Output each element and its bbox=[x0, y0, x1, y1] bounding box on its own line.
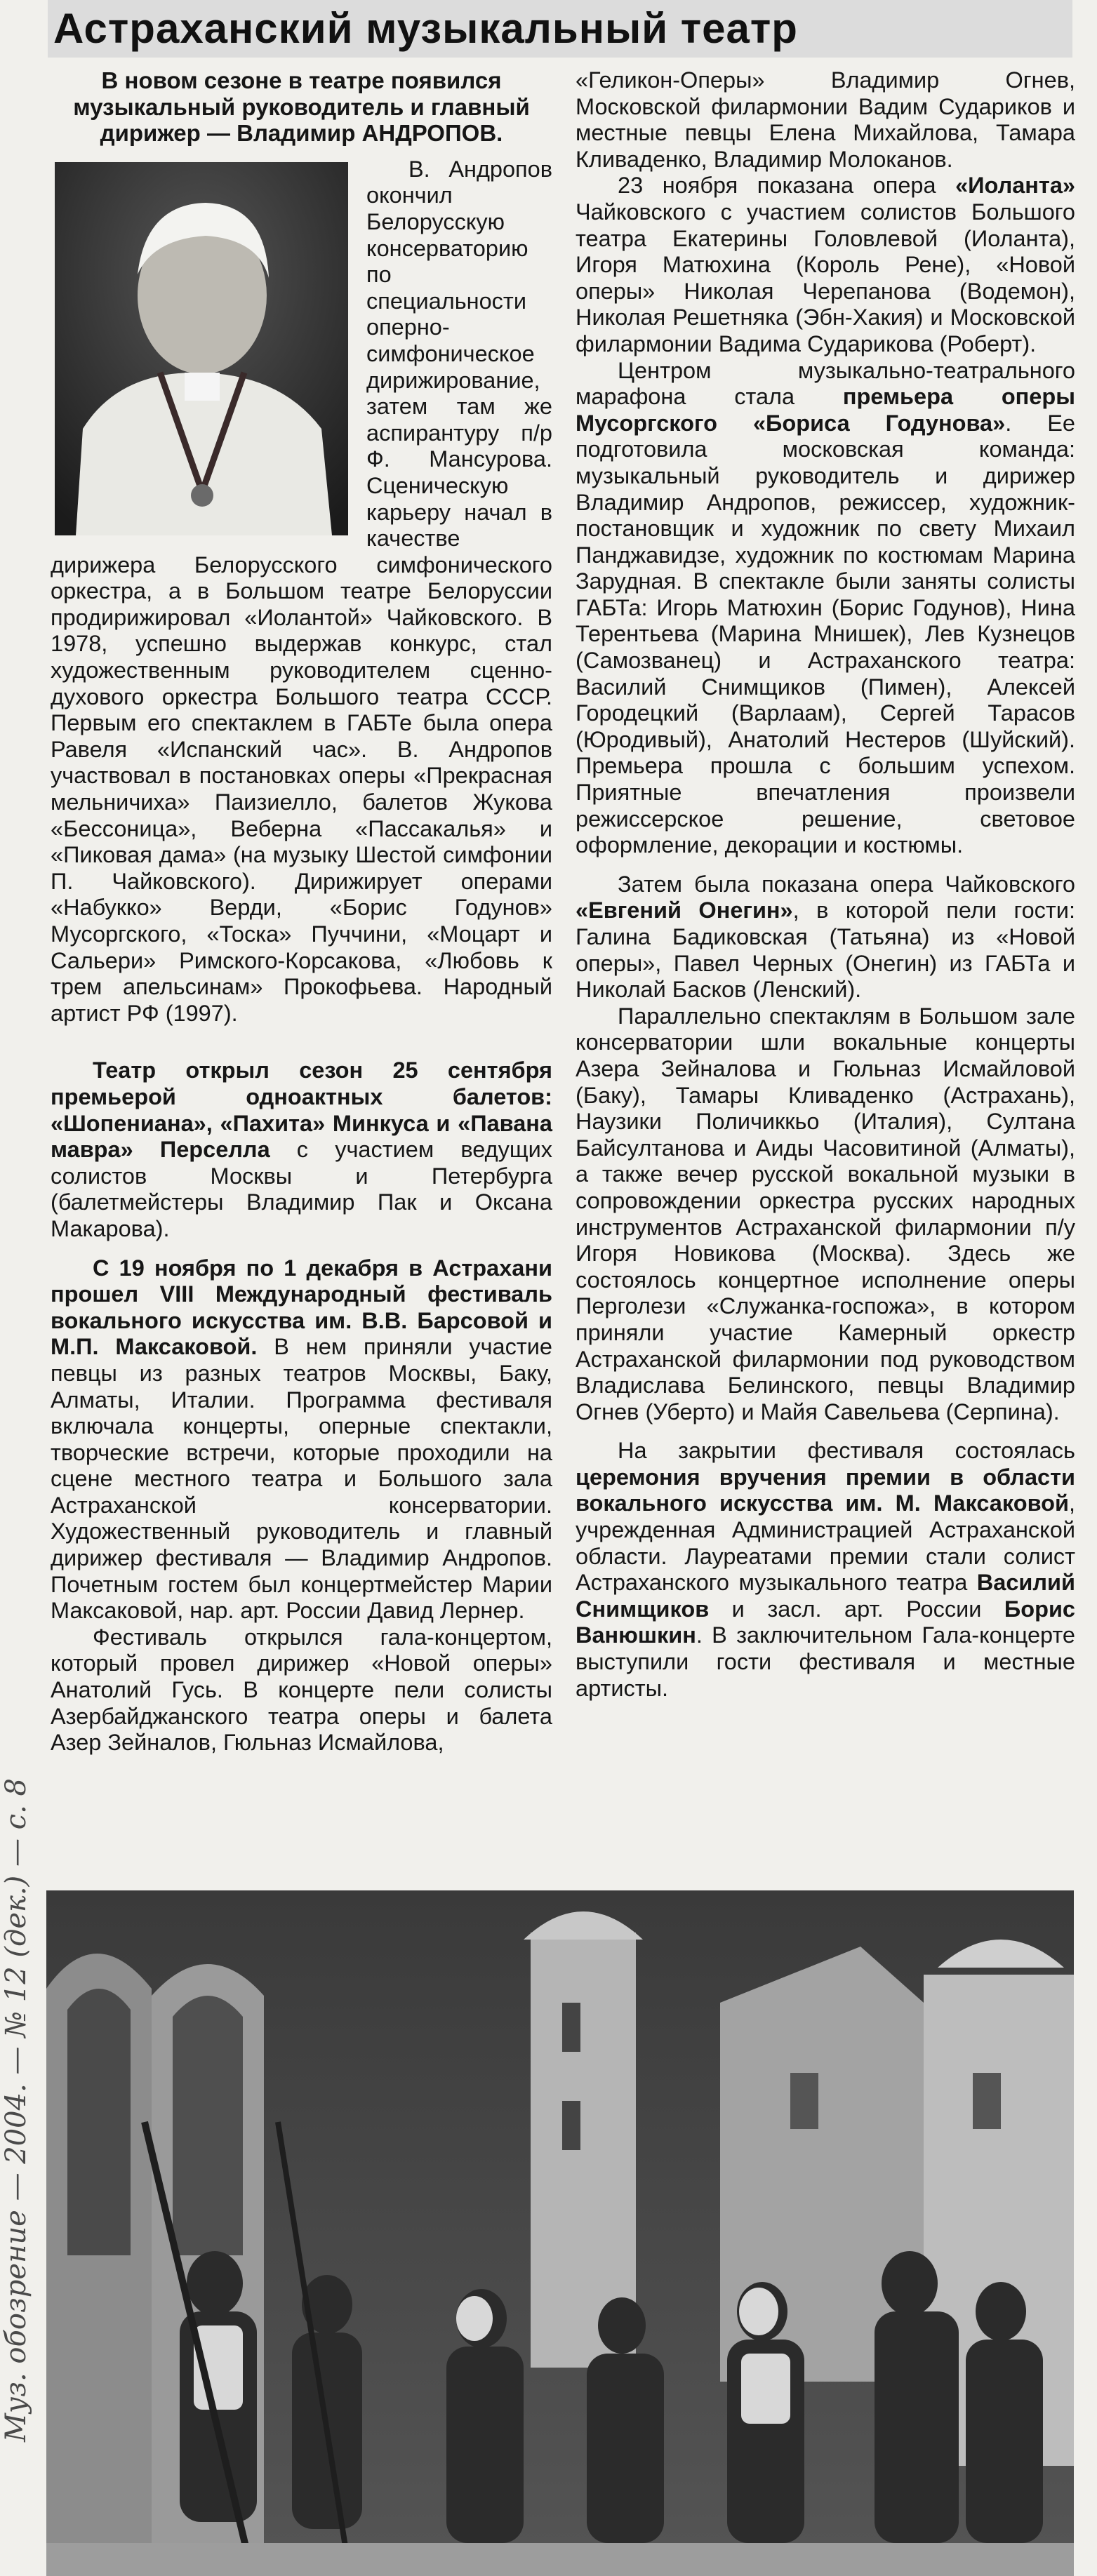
gala-paragraph: Фестиваль открылся гала-концертом, который провел дирижер «Новой оперы» Анатолий Гусь. В концерте пели солисты Азербайджанского театра оперы и балета Азер Зейналов, Гюльназ Исмайлова, bbox=[51, 1624, 552, 1756]
column-left bbox=[51, 67, 552, 1756]
festival-paragraph bbox=[51, 1255, 552, 1624]
closing-text-4: . В заключительном Гала-концерте выступили гости фестиваля и местные артисты. bbox=[576, 1622, 1075, 1701]
closing-paragraph bbox=[576, 1438, 1075, 1702]
handwritten-margin-note bbox=[0, 1530, 41, 2442]
margin-note-text: Муз. обозрение — 2004. — № 12 (дек.) — с. 8 bbox=[0, 1778, 32, 2442]
concerts-paragraph: Параллельно спектаклям в Большом зале консерватории шли вокальные концерты Азера Зейналова и Гюльназ Исмайловой (Баку), Тамары Кливаденко (Астрахань), Наузики Поличиккьо (Италия), Султана Байсултанова и Аиды Часовитиной (Алматы), а также вечер русской вокальной музыки в сопровождении оркестра русских народных инструментов Астраханской филармонии п/у Игоря Новикова (Москва). Здесь же состоялось концертное исполнение оперы Перголези «Служанка-госпожа», в котором приняли участие Камерный оркестр Астраханской филармонии под руководством Владислава Белинского, певцы Владимир Огнев (Уберто) и Майя Савельева (Серпина). bbox=[576, 1003, 1075, 1424]
continuation-paragraph: «Геликон-Оперы» Владимир Огнев, Московской филармонии Вадим Судариков и местные певцы Елена Михайлова, Тамара Кливаденко, Владимир Молоканов. bbox=[576, 67, 1075, 172]
iolanta-paragraph bbox=[576, 173, 1075, 357]
godunov-bold: премьера оперы Мусоргского «Бориса Годунова» bbox=[576, 384, 1075, 436]
onegin-text-2: , в которой пели гости: Галина Бадиковская (Татьяна) из «Новой оперы», Павел Черных (Онегин) из ГАБТа и Николай Басков (Ленский). bbox=[576, 897, 1075, 1003]
lead-paragraph: В новом сезоне в театре появился музыкальный руководитель и главный дирижер — Владимир АНДРОПОВ. bbox=[73, 67, 530, 147]
bio-paragraph: В. Андропов окончил Белорусскую консерваторию по специальности оперно-симфоническое дирижирование, затем там же аспирантуру п/р Ф. Мансурова. Сценическую карьеру начал в качестве дирижера Белорусского симфонического оркестра, а в Большом театре Белоруссии продирижировал «Иолантой» Чайковского. В 1978, успешно выдержав конкурс, стал художественным руководителем сценно-духового оркестра Большого театра СССР. Первым его спектаклем в ГАБТе была опера Равеля «Испанский час». В. Андропов участвовал в постановках оперы «Прекрасная мельничиха» Паизиелло, балетов Жукова «Бессоница», Веберна «Пассакалья» и «Пиковая дама» (на музыку Шестой симфонии П. Чайковского). Дирижирует операми «Набукко» Верди, «Борис Годунов» Мусоргского, «Тоска» Пуччини, «Моцарт и Сальери» Римского-Корсакова, «Любовь к трем апельсинам» Прокофьева. Народный артист РФ (1997). bbox=[51, 156, 552, 1026]
godunov-paragraph bbox=[576, 358, 1075, 859]
onegin-paragraph bbox=[576, 872, 1075, 1003]
season-paragraph bbox=[51, 1057, 552, 1242]
iolanta-bold: «Иоланта» bbox=[955, 173, 1075, 199]
closing-text-1: На закрытии фестиваля состоялась bbox=[618, 1438, 1075, 1464]
onegin-bold: «Евгений Онегин» bbox=[576, 897, 793, 923]
season-text: с участием ведущих солистов Москвы и Петербурга (балетмейстеры Владимир Пак и Оксана Макарова). bbox=[51, 1137, 552, 1241]
festival-bold: С 19 ноября по 1 декабря в Астрахани прошел VIII Международный фестиваль вокального искусства им. В.В. Барсовой и М.П. Максаковой. bbox=[51, 1255, 552, 1360]
stage-photo bbox=[46, 1890, 1074, 2576]
closing-bold-3: Борис Ванюшкин bbox=[576, 1596, 1075, 1648]
godunov-text-2: . Ее подготовила московская команда: музыкальный руководитель и дирижер Владимир Андропов, режиссер, художник-постановщик и художник по свету Михаил Панджавидзе, художник по костюмам Марина Зарудная. В спектакле были заняты солисты ГАБТа: Игорь Матюхин (Борис Годунов), Нина Терентьева (Марина Мнишек), Лев Кузнецов (Самозванец) и Астраханского театра: Василий Снимщиков (Пимен), Алексей Городецкий (Варлаам), Сергей Тарасов (Юродивый), Анатолий Нестеров (Шуйский). Премьера прошла с большим успехом. Приятные впечатления произвели режиссерское решение, световое оформление, декорации и костюмы. bbox=[576, 410, 1075, 858]
conductor-photo bbox=[55, 162, 348, 535]
closing-bold-2: Василий Снимщиков bbox=[576, 1570, 1075, 1622]
headline: Астраханский музыкальный театр bbox=[48, 0, 1072, 58]
onegin-text-1: Затем была показана опера Чайковского bbox=[618, 871, 1075, 897]
season-bold: Театр открыл сезон 25 сентября премьерой одноактных балетов: «Шопениана», «Пахита» Минкуса и «Павана мавра» Перселла bbox=[51, 1057, 552, 1163]
closing-text-2: , учрежденная Администрацией Астраханской области. Лауреатами премии стали солист Астраханского музыкального театра bbox=[576, 1490, 1075, 1596]
godunov-text-1: Центром музыкально-театрального марафона стала bbox=[576, 357, 1075, 410]
iolanta-text-2: Чайковского с участием солистов Большого театра Екатерины Головлевой (Иоланта), Игоря Матюхина (Король Рене), «Новой оперы» Николая Черепанова (Водемон), Николая Решетняка (Эбн-Хакия) и Московской филармонии Вадима Сударикова (Роберт). bbox=[576, 199, 1075, 356]
festival-text: В нем приняли участие певцы из разных театров Москвы, Баку, Алматы, Италии. Программа фестиваля включала концерты, оперные спектакли, творческие встречи, которые проходили на сцене местного театра и Большого зала Астраханской консерватории. Художественный руководитель и главный дирижер фестиваля — Владимир Андропов. Почетным гостем был концертмейстер Марии Максаковой, нар. арт. России Давид Лернер. bbox=[51, 1334, 552, 1624]
iolanta-text-1: 23 ноября показана опера bbox=[618, 173, 956, 199]
column-right bbox=[576, 67, 1075, 1702]
closing-text-3: и засл. арт. России bbox=[709, 1596, 1004, 1622]
closing-bold: церемония вручения премии в области вокального искусства им. М. Максаковой bbox=[576, 1464, 1075, 1516]
